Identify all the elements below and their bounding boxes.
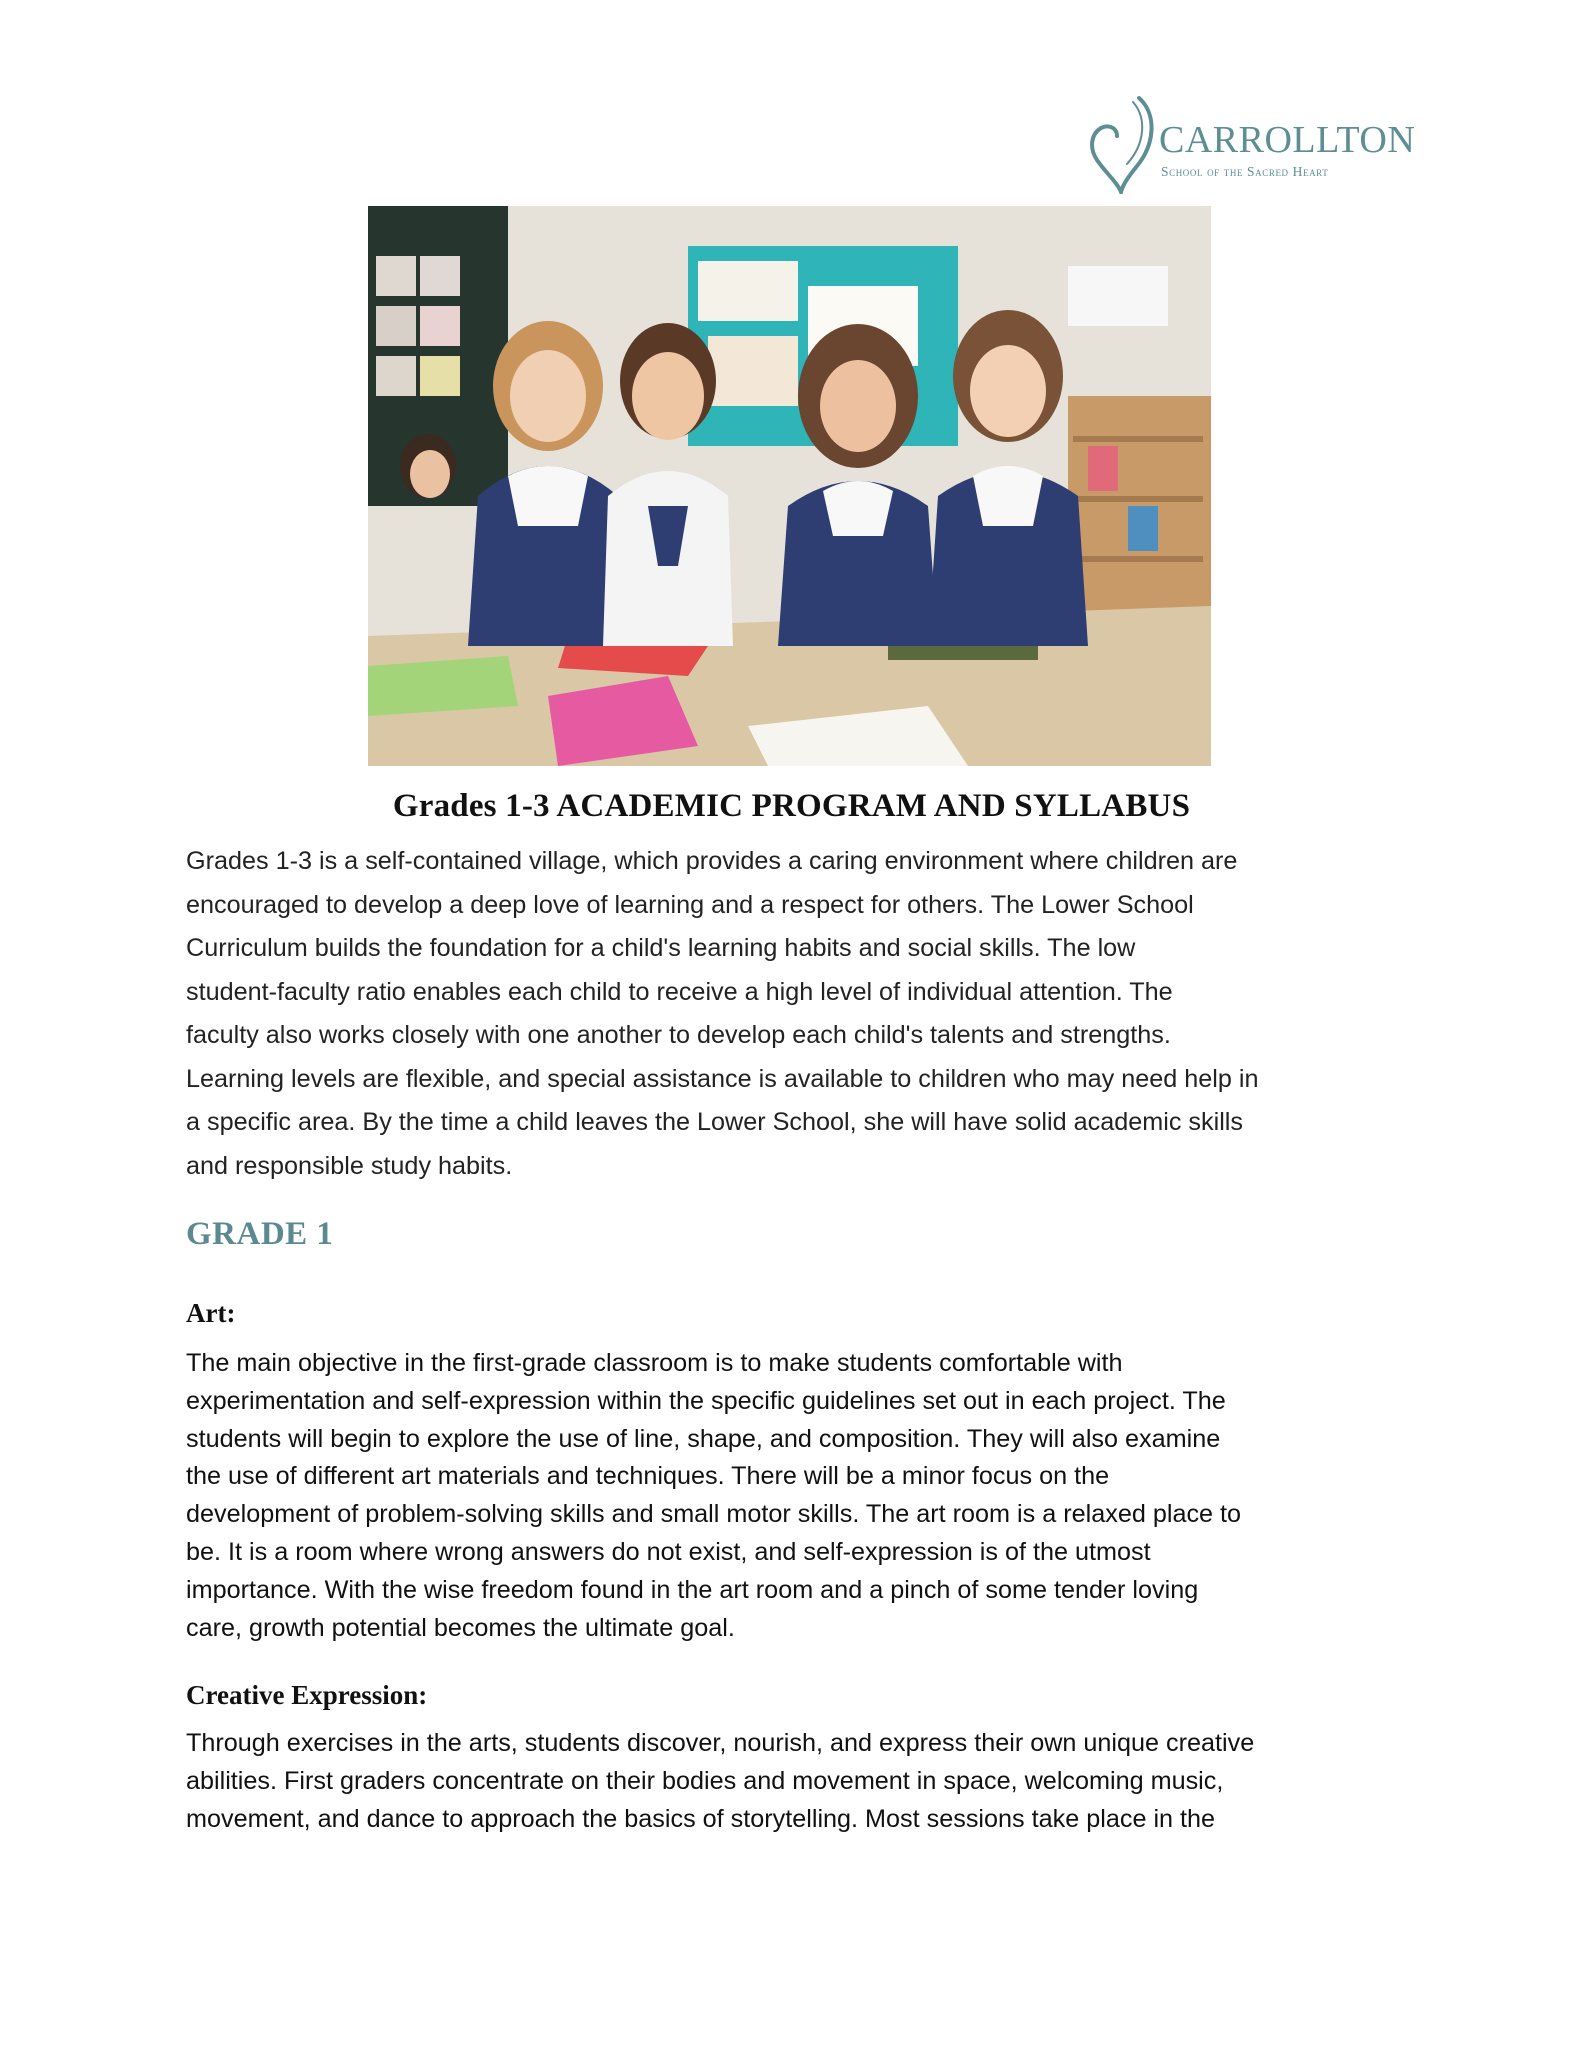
school-logo <box>1087 92 1416 202</box>
creative-line: abilities. First graders concentrate on their bodies and movement in space, welcoming music, <box>186 1766 1224 1795</box>
intro-paragraph <box>186 840 1396 1188</box>
grade-heading: GRADE 1 <box>186 1216 334 1252</box>
intro-line: a specific area. By the time a child leaves the Lower School, she will have solid academic skills <box>186 1108 1243 1136</box>
logo-tagline: School of the Sacred Heart <box>1161 164 1329 179</box>
intro-line: student-faculty ratio enables each child to receive a high level of individual attention. The <box>186 977 1173 1006</box>
art-line: students will begin to explore the use of line, shape, and composition. They will also examine <box>186 1424 1221 1453</box>
art-line: care, growth potential becomes the ultimate goal. <box>186 1613 735 1642</box>
creative-expression-paragraph <box>186 1725 1406 1838</box>
art-line: development of problem-solving skills and small motor skills. The art room is a relaxed place to <box>186 1500 1242 1529</box>
classroom-photo <box>368 206 1211 766</box>
page-title: Grades 1-3 ACADEMIC PROGRAM AND SYLLABUS <box>392 788 1191 824</box>
creative-line: Through exercises in the arts, students discover, nourish, and express their own unique creative <box>186 1729 1255 1757</box>
intro-line: Grades 1-3 is a self-contained village, which provides a caring environment where children are <box>186 847 1238 875</box>
intro-line: Curriculum builds the foundation for a child's learning habits and social skills. The low <box>186 934 1136 962</box>
intro-line: encouraged to develop a deep love of learning and a respect for others. The Lower School <box>186 890 1194 919</box>
logo-name: CARROLLTON <box>1159 119 1416 161</box>
art-line: the use of different art materials and techniques. There will be a minor focus on the <box>186 1462 1110 1491</box>
intro-line: and responsible study habits. <box>186 1151 513 1180</box>
intro-line: Learning levels are flexible, and special assistance is available to children who may need help in <box>186 1064 1259 1093</box>
classroom-photo-illustration <box>368 206 1211 766</box>
creative-expression-heading: Creative Expression: <box>186 1680 428 1710</box>
art-line: importance. With the wise freedom found in the art room and a pinch of some tender loving <box>186 1575 1199 1604</box>
art-line: be. It is a room where wrong answers do not exist, and self-expression is of the utmost <box>186 1537 1151 1566</box>
art-line: experimentation and self-expression within the specific guidelines set out in each project. The <box>186 1386 1226 1415</box>
art-paragraph <box>186 1345 1406 1647</box>
art-heading: Art: <box>186 1298 236 1328</box>
intro-line: faculty also works closely with one another to develop each child's talents and strengths. <box>186 1021 1171 1049</box>
creative-line: movement, and dance to approach the basics of storytelling. Most sessions take place in the <box>186 1804 1216 1833</box>
heart-swoosh-icon <box>1087 94 1157 194</box>
art-line: The main objective in the first-grade classroom is to make students comfortable with <box>186 1349 1123 1377</box>
